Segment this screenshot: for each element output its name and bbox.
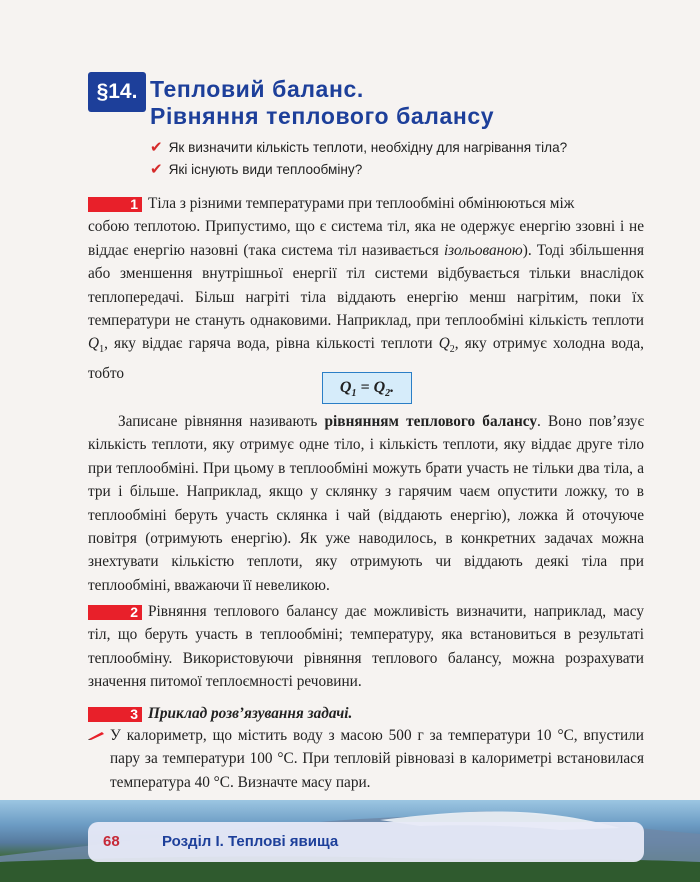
paragraph-3	[110, 724, 644, 794]
paragraph-1b-text-a: Записане рівняння називають	[118, 413, 325, 430]
q2-symbol: Q	[438, 335, 450, 353]
paragraph-1-line1: Тіла з різними температурами при теплообміні обмінюються між	[148, 195, 575, 212]
pencil-icon	[88, 730, 106, 740]
paragraph-2	[88, 600, 644, 694]
paragraph-1b	[88, 410, 644, 597]
paragraph-1-emphasis: ізольованою	[443, 241, 523, 259]
question-2-text: Які існують види теплообміну?	[168, 162, 363, 177]
heat-balance-formula: $Q_1 = Q_2$.	[322, 372, 412, 404]
question-1-text: Як визначити кількість теплоти, необхідну для нагрівання тіла?	[168, 140, 568, 155]
section-title-line2: Рівняння теплового балансу	[150, 103, 495, 129]
paragraph-marker-3: 3	[88, 707, 142, 722]
section-number-badge: §14.	[88, 72, 146, 112]
section-title-line1: Тепловий баланс.	[150, 76, 364, 102]
paragraph-1	[88, 192, 644, 385]
q2-subscript: 2	[449, 344, 455, 356]
paragraph-1-text-c: , яку віддає гаряча вода, рівна кількості теплоти	[104, 335, 439, 353]
example-heading: Приклад розв’язування задачі.	[148, 705, 353, 722]
paragraph-1-text-b: ). Тоді збільшення або зменшення внутрішньої енергії тіл системи відбувається тільки внаслідок теплопередачі. Більш нагріті тіла віддають енергію менш нагрітим, поки їх температури не стануть однаковими. Наприклад, при теплообміні кількість теплоти	[88, 241, 645, 330]
question-2	[150, 160, 362, 178]
page-number: 68	[103, 833, 120, 850]
chapter-title: Розділ І. Теплові явища	[162, 833, 339, 850]
heat-balance-term: рівнянням теплового балансу	[324, 413, 538, 430]
q1-subscript: 1	[99, 344, 105, 356]
question-1	[150, 138, 567, 156]
example-problem-text: У калориметр, що містить воду з масою 500 г за температури 10 °С, впустили пару за температури 100 °С. При тепловій рівновазі в калориметрі встановилася температура 40 °С. Визначте масу пари.	[110, 727, 644, 791]
paragraph-1b-text-b: . Воно пов’язує кількість теплоти, яку отримує одне тіло, і кількість теплоти, яку віддає друге тіло при теплообміні. При цьому в теплообміні можуть брати участь не тільки два тіла, а три і більше. Наприклад, якщо у склянку з гарячим чаєм опустити ложку, то в теплообміні беруть участь склянка і чай (віддають енергію), ложка й оточуюче повітря (отримують енергію). Як уже наводилось, в конкретних задачах можна знехтувати кількістю теплоти, яку отримують чи віддають деякі тіла при теплообміні, вважаючи її невеликою.	[88, 413, 645, 594]
paragraph-2-text: Рівняння теплового балансу дає можливість визначити, наприклад, масу тіл, що беруть участь в теплообміні; температуру, яка встановиться в результаті теплообміну. Використовуючи рівняння теплового балансу, можна розрахувати значення питомої теплоємності речовини.	[88, 603, 644, 691]
paragraph-3-heading	[88, 702, 644, 725]
paragraph-1-text-a: собою теплотою. Припустимо, що є система тіл, яка не одержує енергію ззовні і не віддає енергію назовні (така система тіл називається	[88, 218, 644, 259]
checkmark-icon: ✔	[150, 161, 163, 178]
q1-symbol: Q	[88, 335, 100, 353]
paragraph-1-text-d: , яку отримує холодна вода, тобто	[88, 335, 644, 382]
checkmark-icon: ✔	[150, 139, 163, 156]
paragraph-marker-2: 2	[88, 605, 142, 620]
paragraph-marker-1: 1	[88, 197, 142, 212]
